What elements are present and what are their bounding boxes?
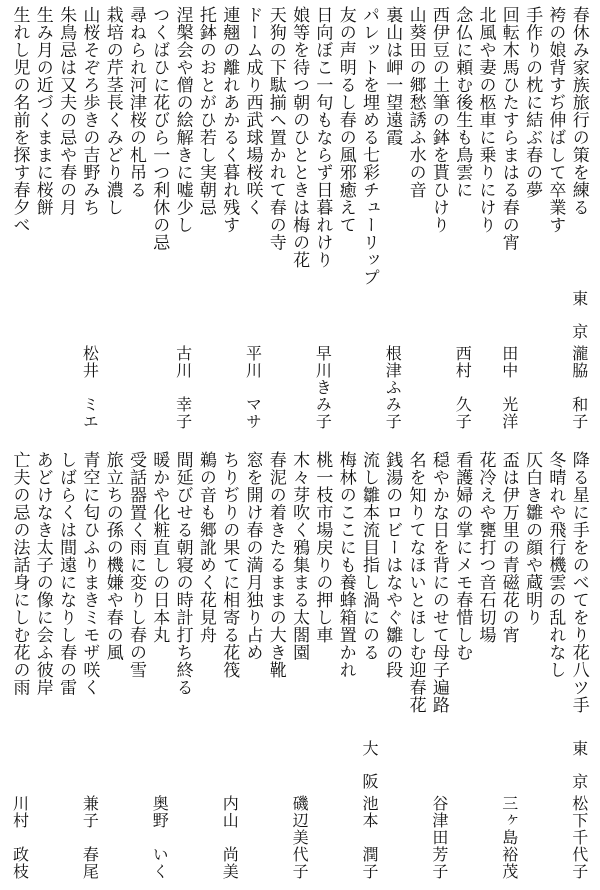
haiku-line: 朱鳥忌は又夫の忌や春の月 — [56, 6, 77, 216]
haiku-line: 仄白き雛の顔や蔵明り — [522, 451, 543, 626]
haiku-line: 受話器置く雨に変りし春の雪 — [126, 451, 146, 679]
author-name: 松井 ミエ — [80, 345, 100, 430]
lower-poem-section — [0, 445, 600, 890]
haiku-line: 花冷えや甕打つ音石切場 — [475, 451, 496, 644]
author-name: 瀧脇 和子 — [569, 345, 589, 430]
author-name: 田中 光洋 — [499, 345, 519, 430]
haiku-line: 袴の娘背すぢ伸ばして卒業す — [545, 6, 566, 234]
haiku-line: 桃一枝市場戻りの押し車 — [312, 451, 333, 644]
haiku-line: 連翹の離れあかるく暮れ残す — [219, 6, 240, 234]
haiku-line: 山葵田の郷愁誘ふ水の音 — [405, 6, 426, 199]
haiku-line: 盃は伊万里の青磁花の宵 — [498, 451, 519, 644]
haiku-line: 友の声明るし春の風邪癒えて — [335, 6, 356, 234]
haiku-line: 間延びせる朝寝の時計打ち終る — [172, 451, 193, 696]
haiku-line: 木々芽吹く鴉集まる太閤園 — [289, 451, 310, 661]
haiku-line: 天狗の下駄揃へ置かれて春の寺 — [265, 6, 286, 251]
author-location: 東 京 — [569, 740, 589, 790]
haiku-line: 念仏に頼む後生も鳥雲に — [452, 6, 473, 199]
author-name: 根津ふみ子 — [383, 345, 403, 430]
haiku-line: パレットを埋める七彩チューリップ — [359, 6, 379, 286]
haiku-line: しばらくは間遠になりし春の雷 — [56, 451, 77, 696]
author-name: 三ヶ島裕茂 — [499, 795, 519, 880]
author-name: 西村 久子 — [453, 345, 473, 430]
haiku-line: あどけなき太子の像に会ふ彼岸 — [32, 451, 53, 696]
haiku-line: 銭湯のロビーはなやぐ雛の段 — [382, 451, 403, 679]
author-name: 谷津田芳子 — [429, 795, 449, 880]
haiku-line: 生み月の近づくままに桜餅 — [32, 6, 53, 216]
author-name: 奥野 いく — [150, 795, 170, 880]
haiku-line: 手作りの枕に結ぶ春の夢 — [522, 6, 543, 199]
author-name: 内山 尚美 — [220, 795, 240, 880]
haiku-line: 青空に匂ひふりまきミモザ咲く — [79, 451, 100, 696]
haiku-line: 穏やかな日を背にのせて母子遍路 — [428, 451, 449, 714]
haiku-line: 看護婦の掌にメモ春惜しむ — [452, 451, 473, 661]
haiku-line: 回転木馬ひたすらまはる春の宵 — [498, 6, 519, 251]
haiku-line: 日向ぼこ一句もならず日暮れけり — [312, 6, 333, 269]
haiku-line: 生れし児の名前を探す春夕べ — [9, 6, 30, 234]
haiku-line: 降る星に手をのべてをり花八ツ手 — [568, 451, 589, 714]
haiku-line: 暖かや化粧直しの日本丸 — [149, 451, 170, 644]
haiku-line: 尋ねられ河津桜の札吊る — [126, 6, 146, 199]
haiku-line: 托鉢のおとがひ若し実朝忌 — [195, 6, 216, 216]
author-location: 東 京 — [569, 290, 589, 340]
haiku-line: 梅林のここにも養蜂箱置かれ — [335, 451, 356, 679]
haiku-line: 涅槃会や僧の絵解きに嘘少し — [172, 6, 193, 234]
author-name: 平川 マサ — [243, 345, 263, 430]
author-name: 川村 政枝 — [10, 795, 30, 880]
haiku-line: 旅立ちの孫の機嫌や春の風 — [102, 451, 123, 661]
haiku-line: つくばひに花びら一つ利休の忌 — [149, 6, 170, 251]
haiku-line: 山桜そぞろ歩きの吉野みち — [79, 6, 100, 216]
haiku-line: ドーム成り西武球場桜咲く — [242, 6, 263, 216]
haiku-line: 裏山は岬一望遠霞 — [382, 6, 403, 146]
haiku-line: 春休み家族旅行の策を練る — [568, 6, 589, 216]
haiku-line: 名を知りてなほいとほしむ迎春花 — [405, 451, 426, 714]
haiku-line: ちりぢりの果てに相寄る花筏 — [219, 451, 240, 679]
haiku-line: 娘等を待つ朝のひとときは梅の花 — [289, 6, 310, 269]
haiku-line: 窓を開け春の満月独り占め — [242, 451, 263, 661]
author-name: 兼子 春尾 — [80, 795, 100, 880]
author-name: 古川 幸子 — [173, 345, 193, 430]
author-location: 大 阪 — [360, 740, 379, 790]
haiku-line: 西伊豆の土筆の鉢を貰ひけり — [428, 6, 449, 234]
haiku-line: 鵜の音も郷訛めく花見舟 — [195, 451, 216, 644]
author-name: 磯辺美代子 — [290, 795, 310, 880]
haiku-line: 流し雛本流目指し渦にのる — [359, 451, 379, 661]
author-name: 松下千代子 — [569, 795, 589, 880]
author-name: 早川きみ子 — [313, 345, 333, 430]
haiku-line: 春泥の着きたるままの大き靴 — [265, 451, 286, 679]
haiku-line: 北風や妻の柩車に乗りにけり — [475, 6, 496, 234]
haiku-line: 亡夫の忌の法話身にしむ花の雨 — [9, 451, 30, 696]
author-name: 池本 潤子 — [360, 795, 379, 880]
haiku-line: 冬晴れや飛行機雲の乱れなし — [545, 451, 566, 679]
haiku-line: 栽培の芹茎長くみどり濃し — [102, 6, 123, 216]
